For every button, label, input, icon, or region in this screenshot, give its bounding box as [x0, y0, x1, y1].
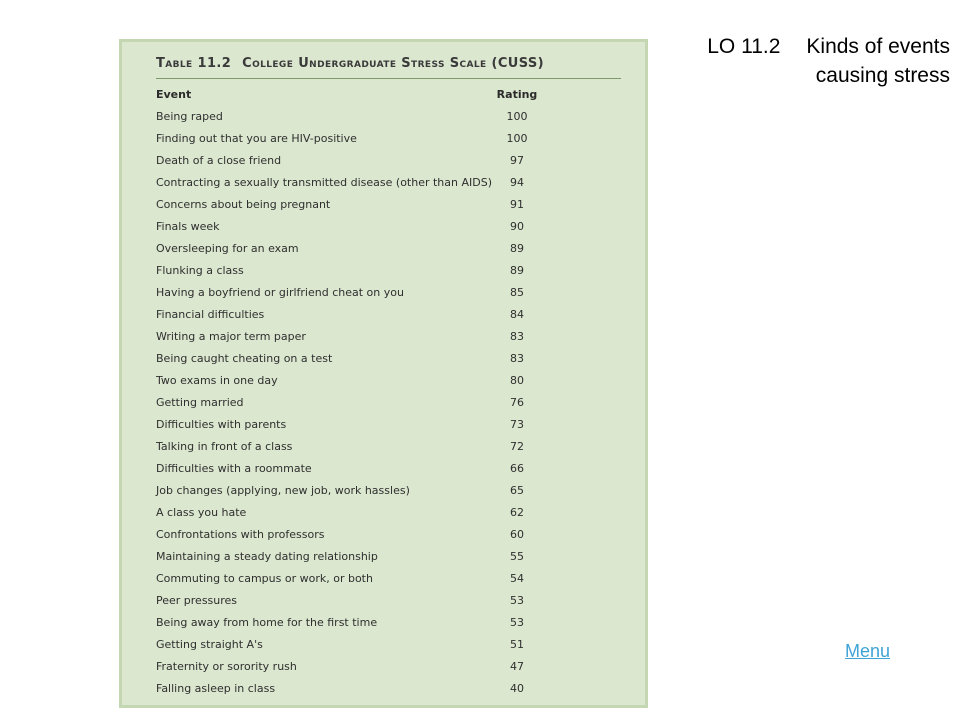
table-row [156, 282, 534, 304]
rating-cell: 83 [510, 352, 524, 365]
event-cell: Getting straight A's [156, 638, 263, 651]
rating-cell: 89 [510, 242, 524, 255]
table-row [156, 634, 534, 656]
event-cell: A class you hate [156, 506, 247, 519]
event-cell: Finals week [156, 220, 220, 233]
rating-column-header: Rating [496, 88, 538, 101]
rating-cell: 54 [510, 572, 524, 585]
event-cell: Fraternity or sorority rush [156, 660, 297, 673]
rating-cell: 53 [510, 616, 524, 629]
rating-cell: 51 [510, 638, 524, 651]
event-cell: Finding out that you are HIV-positive [156, 132, 357, 145]
table-row [156, 348, 534, 370]
event-cell: Difficulties with a roommate [156, 462, 312, 475]
event-cell: Death of a close friend [156, 154, 282, 167]
table-row [156, 106, 534, 128]
event-cell: Financial difficulties [156, 308, 265, 321]
lo-title-line2: causing stress [815, 64, 950, 87]
rating-cell: 90 [510, 220, 524, 233]
rating-cell: 83 [510, 330, 524, 343]
event-cell: Getting married [156, 396, 244, 409]
rating-cell: 53 [510, 594, 524, 607]
rating-cell: 66 [510, 462, 524, 475]
table-row [156, 370, 534, 392]
event-cell: Being raped [156, 110, 223, 123]
event-cell: Being caught cheating on a test [156, 352, 333, 365]
event-cell: Flunking a class [156, 264, 244, 277]
table-number: Table 11.2 [156, 56, 232, 71]
stress-scale-table [119, 39, 648, 708]
table-row [156, 150, 534, 172]
table-row [156, 414, 534, 436]
table-row [156, 524, 534, 546]
rating-cell: 76 [510, 396, 524, 409]
rating-cell: 80 [510, 374, 524, 387]
event-cell: Two exams in one day [156, 374, 278, 387]
event-cell: Having a boyfriend or girlfriend cheat on you [156, 286, 404, 299]
table-row [156, 502, 534, 524]
event-cell: Commuting to campus or work, or both [156, 572, 373, 585]
rating-cell: 91 [510, 198, 524, 211]
event-cell: Concerns about being pregnant [156, 198, 331, 211]
lo-code: LO 11.2 [707, 35, 781, 58]
rating-cell: 65 [510, 484, 524, 497]
event-cell: Peer pressures [156, 594, 238, 607]
table-row [156, 568, 534, 590]
title-rule [156, 78, 621, 79]
table-row [156, 612, 534, 634]
rating-cell: 100 [506, 132, 528, 145]
table-row [156, 436, 534, 458]
event-cell: Being away from home for the first time [156, 616, 378, 629]
event-cell: Oversleeping for an exam [156, 242, 299, 255]
rating-cell: 72 [510, 440, 524, 453]
table-row [156, 326, 534, 348]
rating-cell: 85 [510, 286, 524, 299]
rating-cell: 40 [510, 682, 524, 695]
event-cell: Writing a major term paper [156, 330, 306, 343]
table-title-text: College Undergraduate Stress Scale (CUSS) [242, 56, 545, 71]
table-row [156, 590, 534, 612]
table-row [156, 678, 534, 700]
table-row [156, 216, 534, 238]
table-row [156, 392, 534, 414]
rating-cell: 100 [506, 110, 528, 123]
event-cell: Difficulties with parents [156, 418, 287, 431]
table-row [156, 304, 534, 326]
event-cell: Falling asleep in class [156, 682, 276, 695]
rating-cell: 60 [510, 528, 524, 541]
table-row [156, 172, 534, 194]
event-cell: Confrontations with professors [156, 528, 325, 541]
table-header-row [156, 84, 538, 106]
table-row [156, 656, 534, 678]
rating-cell: 84 [510, 308, 524, 321]
table-row [156, 194, 534, 216]
rating-cell: 47 [510, 660, 524, 673]
table-row [156, 546, 534, 568]
table-row [156, 128, 534, 150]
rating-cell: 94 [510, 176, 524, 189]
menu-link[interactable]: Menu [845, 641, 891, 661]
event-column-header: Event [156, 88, 192, 101]
rating-cell: 97 [510, 154, 524, 167]
table-row [156, 260, 534, 282]
rating-cell: 62 [510, 506, 524, 519]
event-cell: Job changes (applying, new job, work hassles) [156, 484, 410, 497]
rating-cell: 73 [510, 418, 524, 431]
event-cell: Talking in front of a class [156, 440, 293, 453]
event-cell: Maintaining a steady dating relationship [156, 550, 378, 563]
table-title [156, 56, 544, 71]
table-row [156, 238, 534, 260]
table-row [156, 480, 534, 502]
event-cell: Contracting a sexually transmitted disease (other than AIDS) [156, 176, 493, 189]
rating-cell: 55 [510, 550, 524, 563]
learning-objective-heading [650, 32, 950, 90]
table-row [156, 458, 534, 480]
rating-cell: 89 [510, 264, 524, 277]
lo-title-line1: Kinds of events [806, 35, 950, 58]
